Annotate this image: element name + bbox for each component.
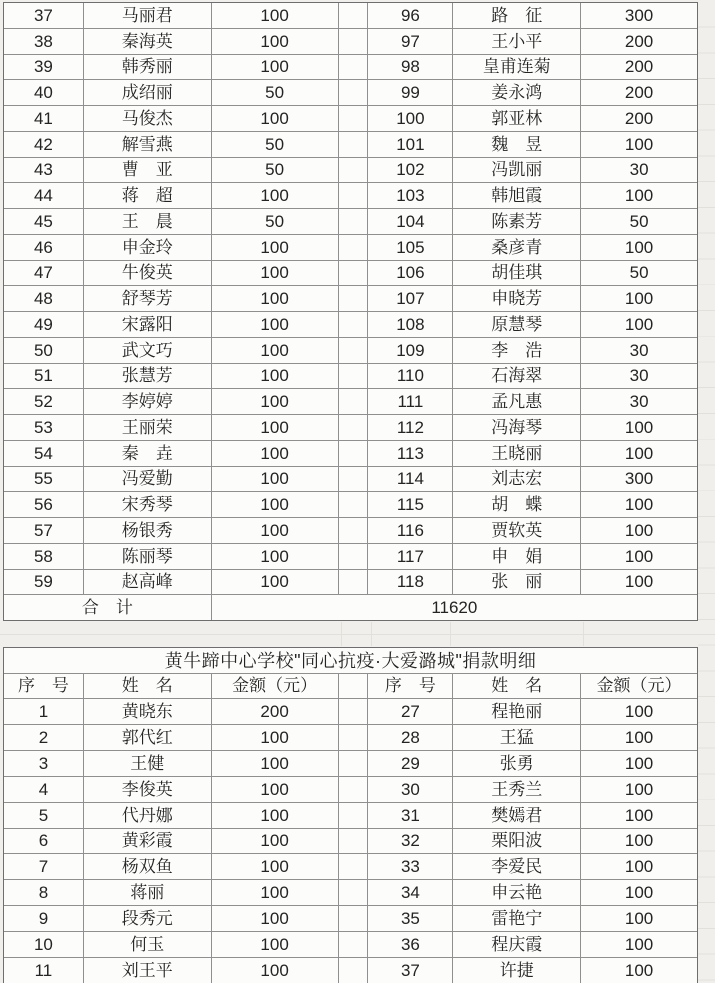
name-cell: 孟凡惠: [452, 389, 580, 414]
amount-cell: 100: [211, 518, 338, 543]
table-row: [4, 699, 697, 725]
table-row: [4, 3, 697, 29]
gap-cell: [338, 854, 368, 879]
serial-cell: 29: [367, 751, 452, 776]
serial-cell: 44: [33, 186, 53, 206]
amount-cell: 100: [211, 3, 338, 28]
table-row: [4, 132, 697, 158]
name-cell: 赵高峰: [83, 570, 211, 595]
table-row: [4, 80, 697, 106]
gap-cell: [338, 389, 368, 414]
amount-cell: 200: [580, 80, 697, 105]
column-header-serial: 序 号: [17, 676, 69, 696]
name-cell: 李婷婷: [83, 389, 211, 414]
table-row: [4, 415, 697, 441]
gap-cell: [338, 544, 368, 569]
gap-cell: [338, 674, 368, 699]
table-row: [4, 235, 697, 261]
serial-cell: 46: [33, 237, 53, 257]
name-cell: 王健: [83, 751, 211, 776]
serial-cell: 102: [367, 158, 452, 183]
gap-cell: [338, 492, 368, 517]
amount-cell: 100: [580, 235, 697, 260]
background-gridline: [0, 634, 715, 635]
name-cell: 雷艳宁: [452, 906, 580, 931]
name-cell: 何玉: [83, 932, 211, 957]
amount-cell: 100: [211, 389, 338, 414]
serial-cell: 99: [367, 80, 452, 105]
amount-cell: 100: [580, 932, 697, 957]
serial-cell: 6: [38, 831, 49, 851]
name-cell: 王丽荣: [83, 415, 211, 440]
table-row: [4, 183, 697, 209]
serial-cell: 105: [367, 235, 452, 260]
table-row: [4, 209, 697, 235]
name-cell: 杨双鱼: [83, 854, 211, 879]
table-row: [4, 518, 697, 544]
serial-cell: 37: [367, 958, 452, 983]
serial-cell: 107: [367, 286, 452, 311]
serial-cell: 56: [33, 495, 53, 515]
serial-cell: 106: [367, 261, 452, 286]
gap-cell: [338, 209, 368, 234]
name-cell: 宋秀琴: [83, 492, 211, 517]
total-value-cell: 11620: [211, 595, 697, 620]
amount-cell: 100: [211, 777, 338, 802]
amount-cell: 100: [211, 415, 338, 440]
amount-cell: 100: [580, 751, 697, 776]
name-cell: 程庆霞: [452, 932, 580, 957]
table-row: [4, 389, 697, 415]
name-cell: 魏 昱: [452, 132, 580, 157]
gap-cell: [338, 364, 368, 389]
amount-cell: 200: [580, 106, 697, 131]
name-cell: 冯爱勤: [83, 467, 211, 492]
gap-cell: [338, 3, 368, 28]
name-cell: 马丽君: [83, 3, 211, 28]
amount-cell: 200: [211, 699, 338, 724]
amount-cell: 100: [211, 751, 338, 776]
amount-cell: 200: [580, 55, 697, 80]
table-row: [4, 106, 697, 132]
gap-cell: [338, 829, 368, 854]
amount-cell: 30: [580, 364, 697, 389]
column-header-amount: 金额（元）: [580, 674, 697, 699]
name-cell: 栗阳波: [452, 829, 580, 854]
amount-cell: 100: [580, 518, 697, 543]
table-row: [4, 725, 697, 751]
serial-cell: 58: [33, 546, 53, 566]
amount-cell: 100: [580, 829, 697, 854]
serial-cell: 34: [367, 880, 452, 905]
amount-cell: 30: [580, 389, 697, 414]
table-row: [4, 286, 697, 312]
serial-cell: 115: [367, 492, 452, 517]
amount-cell: 300: [580, 3, 697, 28]
background-gridline: [583, 622, 584, 646]
name-cell: 胡佳琪: [452, 261, 580, 286]
serial-cell: 104: [367, 209, 452, 234]
serial-cell: 5: [38, 805, 49, 825]
table-row: [4, 55, 697, 81]
amount-cell: 100: [580, 803, 697, 828]
name-cell: 郭代红: [83, 725, 211, 750]
gap-cell: [338, 80, 368, 105]
table-row: [4, 312, 697, 338]
serial-cell: 31: [367, 803, 452, 828]
amount-cell: 100: [580, 854, 697, 879]
gap-cell: [338, 803, 368, 828]
name-cell: 路 征: [452, 3, 580, 28]
gap-cell: [338, 235, 368, 260]
amount-cell: 100: [211, 880, 338, 905]
gap-cell: [338, 55, 368, 80]
name-cell: 王 晨: [83, 209, 211, 234]
serial-cell: 96: [367, 3, 452, 28]
amount-cell: 100: [580, 958, 697, 983]
name-cell: 王晓丽: [452, 441, 580, 466]
serial-cell: 9: [38, 909, 49, 929]
gap-cell: [338, 183, 368, 208]
amount-cell: 100: [580, 906, 697, 931]
serial-cell: 117: [367, 544, 452, 569]
table-row: [4, 880, 697, 906]
background-gridline: [341, 622, 342, 646]
serial-cell: 50: [33, 340, 53, 360]
donation-table-upper-body: [4, 3, 697, 595]
name-cell: 舒琴芳: [83, 286, 211, 311]
table-row: [4, 854, 697, 880]
table-row: [4, 544, 697, 570]
serial-cell: 39: [33, 57, 53, 77]
amount-cell: 100: [211, 55, 338, 80]
name-cell: 黄彩霞: [83, 829, 211, 854]
serial-cell: 111: [367, 389, 452, 414]
gap-cell: [338, 699, 368, 724]
table-row: [4, 364, 697, 390]
serial-cell: 52: [33, 392, 53, 412]
name-cell: 胡 蝶: [452, 492, 580, 517]
serial-cell: 36: [367, 932, 452, 957]
table-row: [4, 958, 697, 983]
serial-cell: 101: [367, 132, 452, 157]
name-cell: 成绍丽: [83, 80, 211, 105]
gap-cell: [338, 958, 368, 983]
name-cell: 皇甫连菊: [452, 55, 580, 80]
gap-cell: [338, 880, 368, 905]
table-row: [4, 829, 697, 855]
table-row: [4, 261, 697, 287]
name-cell: 韩旭霞: [452, 183, 580, 208]
gap-cell: [338, 29, 368, 54]
amount-cell: 100: [211, 932, 338, 957]
name-cell: 樊嫣君: [452, 803, 580, 828]
amount-cell: 100: [580, 286, 697, 311]
name-cell: 石海翠: [452, 364, 580, 389]
amount-cell: 100: [211, 235, 338, 260]
serial-cell: 10: [33, 934, 53, 954]
name-cell: 曹 亚: [83, 158, 211, 183]
name-cell: 许捷: [452, 958, 580, 983]
amount-cell: 100: [211, 106, 338, 131]
amount-cell: 30: [580, 338, 697, 363]
serial-cell: 47: [33, 263, 53, 283]
amount-cell: 100: [211, 906, 338, 931]
serial-cell: 97: [367, 29, 452, 54]
serial-cell: 35: [367, 906, 452, 931]
name-cell: 蒋 超: [83, 183, 211, 208]
name-cell: 牛俊英: [83, 261, 211, 286]
name-cell: 段秀元: [83, 906, 211, 931]
amount-cell: 200: [580, 29, 697, 54]
serial-cell: 41: [33, 108, 53, 128]
serial-cell: 2: [38, 728, 49, 748]
name-cell: 李俊英: [83, 777, 211, 802]
gap-cell: [338, 132, 368, 157]
amount-cell: 30: [580, 158, 697, 183]
serial-cell: 116: [367, 518, 452, 543]
amount-cell: 100: [211, 338, 338, 363]
amount-cell: 50: [211, 158, 338, 183]
serial-cell: 1: [38, 702, 49, 722]
name-cell: 武文巧: [83, 338, 211, 363]
gap-cell: [338, 906, 368, 931]
background-gridline: [371, 622, 372, 646]
name-cell: 申金玲: [83, 235, 211, 260]
name-cell: 程艳丽: [452, 699, 580, 724]
serial-cell: 3: [38, 753, 49, 773]
serial-cell: 37: [33, 5, 53, 25]
name-cell: 贾软英: [452, 518, 580, 543]
gap-cell: [338, 261, 368, 286]
serial-cell: 112: [367, 415, 452, 440]
amount-cell: 100: [580, 725, 697, 750]
gap-cell: [338, 932, 368, 957]
amount-cell: 100: [580, 441, 697, 466]
amount-cell: 100: [580, 699, 697, 724]
amount-cell: 100: [580, 492, 697, 517]
name-cell: 秦 垚: [83, 441, 211, 466]
serial-cell: 43: [33, 160, 53, 180]
name-cell: 黄晓东: [83, 699, 211, 724]
serial-cell: 53: [33, 417, 53, 437]
amount-cell: 100: [211, 958, 338, 983]
name-cell: 冯海琴: [452, 415, 580, 440]
gap-cell: [338, 751, 368, 776]
name-cell: 刘志宏: [452, 467, 580, 492]
serial-cell: 55: [33, 469, 53, 489]
serial-cell: 51: [33, 366, 53, 386]
table-row: [4, 803, 697, 829]
amount-cell: 100: [211, 829, 338, 854]
name-cell: 申晓芳: [452, 286, 580, 311]
name-cell: 李爱民: [452, 854, 580, 879]
donation-table-lower: [3, 647, 698, 983]
gap-cell: [338, 338, 368, 363]
serial-cell: 59: [33, 572, 53, 592]
serial-cell: 48: [33, 289, 53, 309]
serial-cell: 114: [367, 467, 452, 492]
table-row: [4, 932, 697, 958]
serial-cell: 103: [367, 183, 452, 208]
amount-cell: 100: [211, 544, 338, 569]
serial-cell: 113: [367, 441, 452, 466]
serial-cell: 28: [367, 725, 452, 750]
amount-cell: 100: [580, 132, 697, 157]
column-header-amount: 金额（元）: [211, 674, 338, 699]
amount-cell: 100: [211, 803, 338, 828]
serial-cell: 40: [33, 83, 53, 103]
table-row: [4, 338, 697, 364]
table-row: [4, 777, 697, 803]
serial-cell: 42: [33, 134, 53, 154]
name-cell: 桑彦青: [452, 235, 580, 260]
gap-cell: [338, 415, 368, 440]
donation-table-upper: [3, 2, 698, 621]
name-cell: 姜永鸿: [452, 80, 580, 105]
amount-cell: 100: [211, 492, 338, 517]
serial-cell: 45: [33, 211, 53, 231]
serial-cell: 98: [367, 55, 452, 80]
amount-cell: 100: [211, 286, 338, 311]
name-cell: 韩秀丽: [83, 55, 211, 80]
donation-table-lower-body: [4, 699, 697, 983]
name-cell: 郭亚林: [452, 106, 580, 131]
amount-cell: 50: [580, 209, 697, 234]
table-row: [4, 158, 697, 184]
amount-cell: 100: [211, 441, 338, 466]
amount-cell: 50: [211, 132, 338, 157]
header-row: [4, 674, 697, 700]
column-header-name: 姓 名: [83, 674, 211, 699]
serial-cell: 108: [367, 312, 452, 337]
amount-cell: 100: [580, 183, 697, 208]
amount-cell: 100: [211, 261, 338, 286]
amount-cell: 100: [211, 29, 338, 54]
background-gridline: [450, 622, 451, 646]
name-cell: 原慧琴: [452, 312, 580, 337]
amount-cell: 100: [580, 312, 697, 337]
serial-cell: 4: [38, 779, 49, 799]
amount-cell: 50: [580, 261, 697, 286]
serial-cell: 57: [33, 520, 53, 540]
name-cell: 张 丽: [452, 570, 580, 595]
amount-cell: 100: [580, 880, 697, 905]
name-cell: 解雪燕: [83, 132, 211, 157]
serial-cell: 7: [38, 857, 49, 877]
amount-cell: 50: [211, 80, 338, 105]
table-row: [4, 751, 697, 777]
gap-cell: [338, 777, 368, 802]
serial-cell: 8: [38, 883, 49, 903]
name-cell: 刘王平: [83, 958, 211, 983]
table-row: [4, 29, 697, 55]
name-cell: 李 浩: [452, 338, 580, 363]
table-row: [4, 467, 697, 493]
table-row: [4, 570, 697, 596]
serial-cell: 109: [367, 338, 452, 363]
name-cell: 张勇: [452, 751, 580, 776]
name-cell: 宋露阳: [83, 312, 211, 337]
table-title: 黄牛蹄中心学校"同心抗疫·大爱潞城"捐款明细: [4, 648, 697, 674]
name-cell: 申云艳: [452, 880, 580, 905]
column-header-name: 姓 名: [452, 674, 580, 699]
name-cell: 代丹娜: [83, 803, 211, 828]
amount-cell: 100: [211, 570, 338, 595]
serial-cell: 27: [367, 699, 452, 724]
table-row: [4, 492, 697, 518]
amount-cell: 50: [211, 209, 338, 234]
gap-cell: [338, 467, 368, 492]
name-cell: 王小平: [452, 29, 580, 54]
serial-cell: 38: [33, 31, 53, 51]
amount-cell: 100: [580, 415, 697, 440]
total-label-cell: 合 计: [81, 598, 133, 617]
serial-cell: 118: [367, 570, 452, 595]
amount-cell: 100: [211, 183, 338, 208]
serial-cell: 32: [367, 829, 452, 854]
table-row: [4, 441, 697, 467]
gap-cell: [338, 441, 368, 466]
amount-cell: 100: [580, 777, 697, 802]
serial-cell: 33: [367, 854, 452, 879]
serial-cell: 54: [33, 443, 53, 463]
serial-cell: 49: [33, 314, 53, 334]
name-cell: 蒋丽: [83, 880, 211, 905]
total-row: [4, 595, 697, 620]
amount-cell: 100: [211, 467, 338, 492]
serial-cell: 100: [367, 106, 452, 131]
amount-cell: 100: [580, 570, 697, 595]
table-row: [4, 906, 697, 932]
amount-cell: 100: [211, 854, 338, 879]
name-cell: 陈素芳: [452, 209, 580, 234]
amount-cell: 100: [211, 364, 338, 389]
right-margin-gridlines: [698, 2, 715, 981]
column-header-serial: 序 号: [367, 674, 452, 699]
name-cell: 马俊杰: [83, 106, 211, 131]
serial-cell: 30: [367, 777, 452, 802]
amount-cell: 100: [580, 544, 697, 569]
amount-cell: 300: [580, 467, 697, 492]
gap-cell: [338, 286, 368, 311]
name-cell: 秦海英: [83, 29, 211, 54]
gap-cell: [338, 570, 368, 595]
name-cell: 冯凯丽: [452, 158, 580, 183]
name-cell: 王秀兰: [452, 777, 580, 802]
gap-cell: [338, 312, 368, 337]
gap-cell: [338, 106, 368, 131]
name-cell: 陈丽琴: [83, 544, 211, 569]
name-cell: 申 娟: [452, 544, 580, 569]
name-cell: 王猛: [452, 725, 580, 750]
gap-cell: [338, 518, 368, 543]
amount-cell: 100: [211, 725, 338, 750]
serial-cell: 11: [34, 960, 53, 980]
gap-cell: [338, 158, 368, 183]
serial-cell: 110: [367, 364, 452, 389]
name-cell: 杨银秀: [83, 518, 211, 543]
gap-cell: [338, 725, 368, 750]
amount-cell: 100: [211, 312, 338, 337]
name-cell: 张慧芳: [83, 364, 211, 389]
